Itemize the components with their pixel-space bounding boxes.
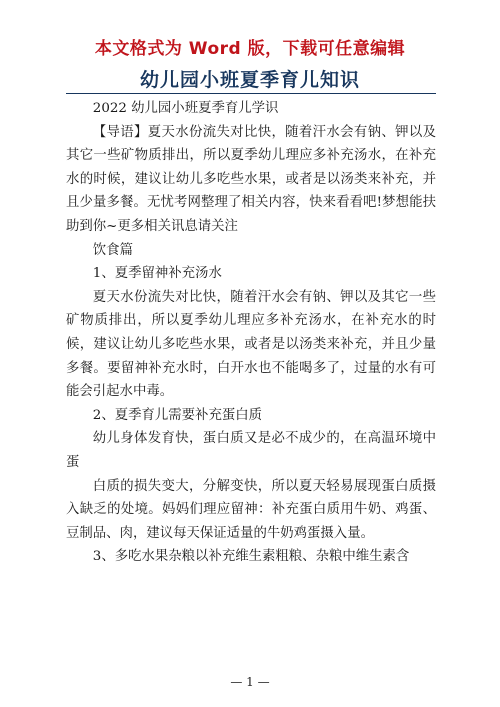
body-paragraph: 夏天水份流失对比快，随着汗水会有钠、钾以及其它一些矿物质排出，所以夏季幼儿理应多补充汤水，在补充水的时候，建议让幼儿多吃些水果，或者是以汤类来补充，并且少量多餐。要留神补充水时，白开水也不能喝多了，过量的水有可能会引起水中毒。 — [66, 289, 436, 400]
intro-paragraph: 【导语】夏天水份流失对比快，随着汗水会有钠、钾以及其它一些矿物质排出，所以夏季幼儿理应多补充汤水，在补充水的时候，建议让幼儿多吃些水果，或者是以汤类来补充，并且少量多餐。无忧考网整理了相关内容，快来看看吧!梦想能扶助到你~更多相关讯息请关注 — [66, 124, 436, 234]
item-heading-3: 3、多吃水果杂粮以补充维生素粗粮、杂粮中维生素含 — [92, 549, 410, 565]
document-title: 幼儿园小班夏季育儿知识 — [139, 69, 360, 91]
format-notice-banner: 本文格式为 Word 版，下载可任意编辑 — [94, 39, 406, 59]
item-heading-2: 2、夏季育儿需要补充蛋白质 — [92, 407, 263, 423]
item-heading-1: 1、夏季留神补充汤水 — [92, 266, 222, 282]
document-body — [66, 97, 436, 569]
body-paragraph: 幼儿身体发育快，蛋白质又是必不成少的，在高温环境中蛋 — [66, 431, 436, 470]
subtitle-paragraph: 2022 幼儿园小班夏季育儿学识 — [92, 101, 279, 116]
page-number: — 1 — — [230, 675, 270, 689]
body-paragraph: 白质的损失变大，分解变快，所以夏天轻易展现蛋白质摄入缺乏的处境。妈妈们理应留神：补充蛋白质用牛奶、鸡蛋、豆制品、肉，建议每天保证适量的牛奶鸡蛋摄入量。 — [66, 478, 436, 541]
section-heading: 饮食篇 — [92, 242, 133, 258]
title-divider — [66, 93, 436, 94]
